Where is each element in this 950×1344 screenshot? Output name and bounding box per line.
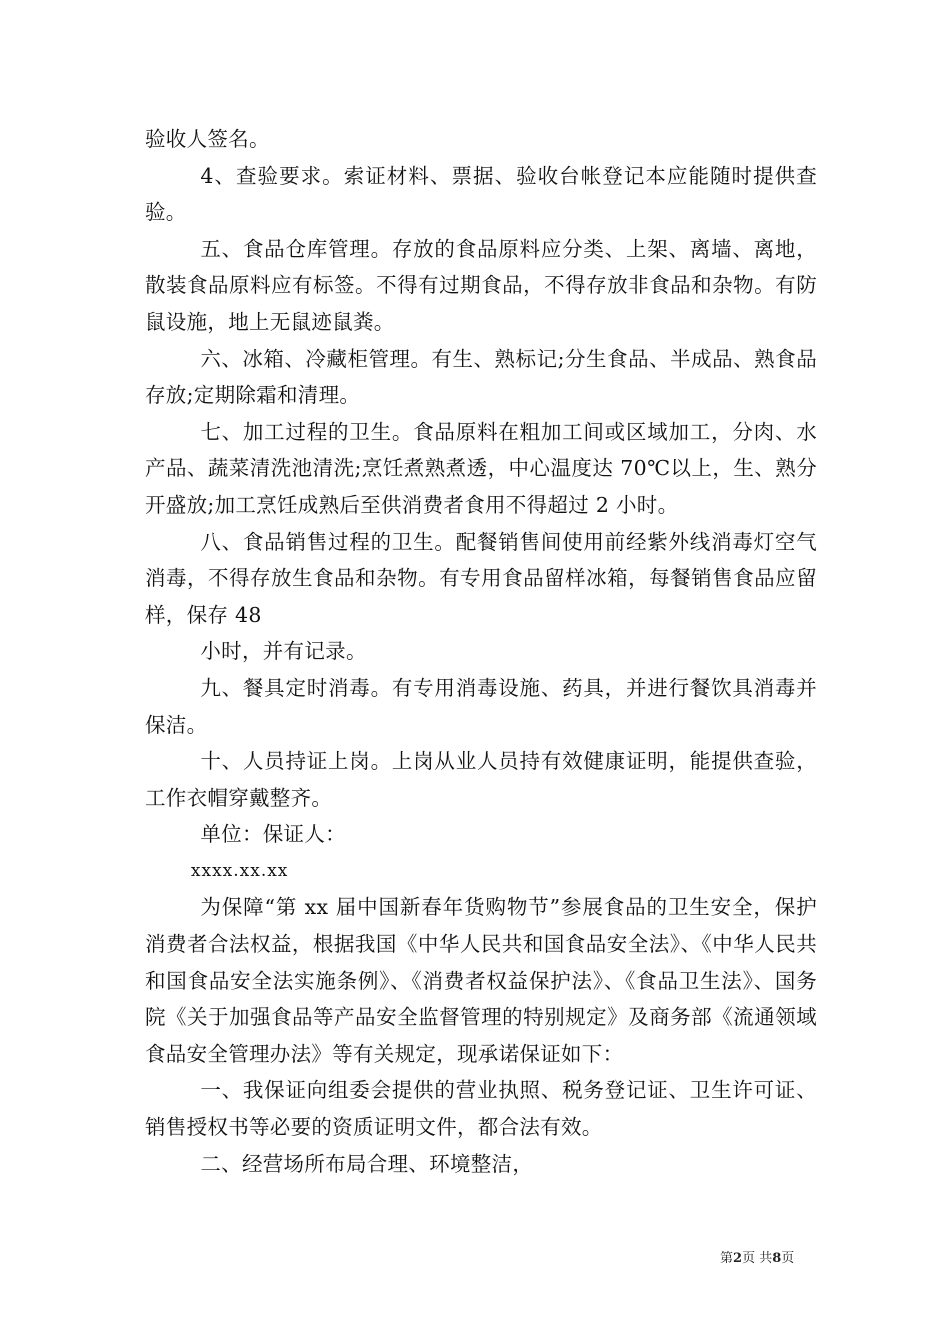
paragraph: 八、食品销售过程的卫生。配餐销售间使用前经紫外线消毒灯空气消毒，不得存放生食品和杂物。有专用食品留样冰箱，每餐销售食品应留样，保存 48: [145, 529, 817, 627]
total-page-number: 8: [772, 1251, 782, 1266]
paragraph: 六、冰箱、冷藏柜管理。有生、熟标记;分生食品、半成品、熟食品存放;定期除霜和清理。: [145, 346, 817, 408]
paragraph: 一、我保证向组委会提供的营业执照、税务登记证、卫生许可证、销售授权书等必要的资质证明文件，都合法有效。: [145, 1078, 817, 1140]
current-page-number: 2: [733, 1251, 743, 1266]
footer-middle: 页 共: [742, 1251, 773, 1266]
document-body: [145, 121, 817, 1182]
date-line: xxxx.xx.xx: [190, 860, 289, 881]
paragraph: 4、查验要求。索证材料、票据、验收台帐登记本应能随时提供查验。: [145, 163, 817, 225]
paragraph: 七、加工过程的卫生。食品原料在粗加工间或区域加工，分肉、水产品、蔬菜清洗池清洗;烹饪煮熟煮透，中心温度达 70℃以上，生、熟分开盛放;加工烹饪成熟后至供消费者食用不得超过 2 小时。: [145, 419, 817, 517]
paragraph: 验收人签名。: [145, 127, 270, 151]
paragraph: 二、经营场所布局合理、环境整洁，: [200, 1151, 534, 1176]
paragraph: 五、食品仓库管理。存放的食品原料应分类、上架、离墙、离地，散装食品原料应有标签。不得有过期食品，不得存放非食品和杂物。有防鼠设施，地上无鼠迹鼠粪。: [145, 236, 817, 334]
footer-suffix: 页: [781, 1251, 795, 1266]
signature-line: 单位：保证人：: [200, 822, 346, 847]
footer-prefix: 第: [720, 1251, 734, 1266]
page-footer: [720, 1247, 794, 1266]
paragraph: 小时，并有记录。: [200, 639, 367, 664]
paragraph: 十、人员持证上岗。上岗从业人员持有效健康证明，能提供查验，工作衣帽穿戴整齐。: [145, 749, 817, 810]
paragraph: 九、餐具定时消毒。有专用消毒设施、药具，并进行餐饮具消毒并保洁。: [145, 675, 817, 737]
paragraph: 为保障“第 xx 届中国新春年货购物节”参展食品的卫生安全，保护消费者合法权益，根据我国《中华人民共和国食品安全法》、《中华人民共和国食品安全法实施条例》、《消费者权益保护法》、《食品卫生法》、国务院《关于加强食品等产品安全监督管理的特别规定》及商务部《流通领域食品安全管理办法》等有关规定，现承诺保证如下：: [145, 895, 817, 1066]
